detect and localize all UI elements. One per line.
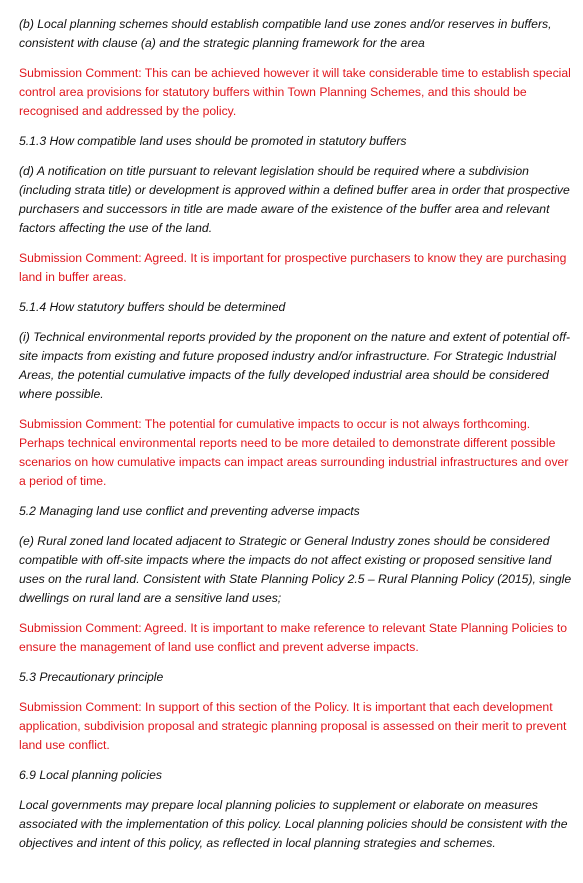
policy-clause-e: (e) Rural zoned land located adjacent to Strategic or General Industry zones should be considered compatible with off-site impacts where the impacts do not affect existing or proposed sensitive land uses on the rural land. Consistent with State Planning Policy 2.5 – Rural Planning Policy (2015), single dwellings on rural land are a sensitive land uses; [19, 534, 572, 605]
policy-clause-d: (d) A notification on title pursuant to relevant legislation should be required where a subdivision (including strata title) or development is approved within a defined buffer area in order that prospective purchasers and successors in title are made aware of the existence of the buffer area and relevant factors affecting the use of the land. [19, 164, 570, 235]
submission-comment-5: Submission Comment: In support of this section of the Policy. It is important that each development application, subdivision proposal and strategic planning proposal is assessed on their merit to prevent land use conflict. [19, 700, 567, 752]
submission-comment-3: Submission Comment: The potential for cumulative impacts to occur is not always forthcoming. Perhaps technical environmental reports need to be more detailed to demonstrate different possible scenarios on how cumulative impacts can impact areas surrounding industrial infrastructures and over a period of time. [19, 417, 569, 488]
policy-local-planning-text: Local governments may prepare local planning policies to supplement or elaborate on measures associated with the implementation of this policy. Local planning policies should be consistent with the objectives and intent of this policy, as reflected in local planning strategies and schemes. [19, 798, 568, 850]
section-heading-5-3: 5.3 Precautionary principle [19, 670, 164, 684]
policy-clause-b: (b) Local planning schemes should establish compatible land use zones and/or reserves in buffers, consistent with clause (a) and the strategic planning framework for the area [19, 17, 552, 50]
section-heading-6-9: 6.9 Local planning policies [19, 768, 162, 782]
section-heading-5-1-4: 5.1.4 How statutory buffers should be determined [19, 300, 286, 314]
policy-clause-i: (i) Technical environmental reports provided by the proponent on the nature and extent of potential off-site impacts from existing and future proposed industry and/or infrastructure. For Strategic Industrial Areas, the potential cumulative impacts of the fully developed industrial area should be considered where possible. [19, 330, 571, 401]
section-heading-5-2: 5.2 Managing land use conflict and preventing adverse impacts [19, 504, 360, 518]
submission-comment-2: Submission Comment: Agreed. It is important for prospective purchasers to know they are purchasing land in buffer areas. [19, 251, 567, 284]
submission-comment-1: Submission Comment: This can be achieved however it will take considerable time to establish special control area provisions for statutory buffers within Town Planning Schemes, and this should be recognised and addressed by the policy. [19, 66, 571, 118]
submission-comment-4: Submission Comment: Agreed. It is important to make reference to relevant State Planning Policies to ensure the management of land use conflict and prevent adverse impacts. [19, 621, 568, 654]
section-heading-5-1-3: 5.1.3 How compatible land uses should be promoted in statutory buffers [19, 134, 407, 148]
